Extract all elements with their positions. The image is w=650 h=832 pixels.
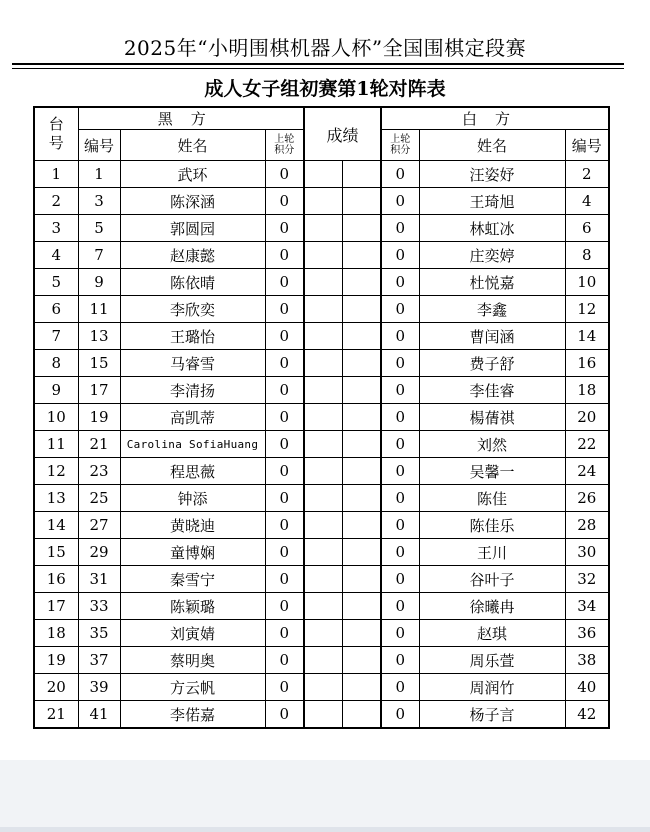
header-divider-thick bbox=[12, 63, 624, 65]
black-prev-points: 0 bbox=[265, 485, 304, 512]
black-name: 蔡明奥 bbox=[120, 647, 265, 674]
white-result bbox=[342, 566, 381, 593]
black-name: 郭圆园 bbox=[120, 215, 265, 242]
black-result bbox=[304, 512, 342, 539]
white-prev-points: 0 bbox=[381, 377, 419, 404]
black-number: 37 bbox=[78, 647, 120, 674]
white-prev-points: 0 bbox=[381, 512, 419, 539]
table-row bbox=[34, 593, 609, 620]
table-row bbox=[34, 350, 609, 377]
header-white-name: 姓名 bbox=[419, 130, 565, 161]
black-result bbox=[304, 404, 342, 431]
table-number: 2 bbox=[34, 188, 78, 215]
table-number: 3 bbox=[34, 215, 78, 242]
black-result bbox=[304, 242, 342, 269]
white-result bbox=[342, 377, 381, 404]
table-row bbox=[34, 620, 609, 647]
table-number: 16 bbox=[34, 566, 78, 593]
white-name: 赵琪 bbox=[419, 620, 565, 647]
white-number: 22 bbox=[565, 431, 609, 458]
white-name: 费子舒 bbox=[419, 350, 565, 377]
table-row bbox=[34, 647, 609, 674]
white-number: 36 bbox=[565, 620, 609, 647]
table-row bbox=[34, 566, 609, 593]
white-result bbox=[342, 269, 381, 296]
black-number: 19 bbox=[78, 404, 120, 431]
black-name: 陈深涵 bbox=[120, 188, 265, 215]
white-prev-points: 0 bbox=[381, 593, 419, 620]
table-number: 7 bbox=[34, 323, 78, 350]
black-number: 9 bbox=[78, 269, 120, 296]
white-result bbox=[342, 323, 381, 350]
table-row bbox=[34, 404, 609, 431]
black-number: 23 bbox=[78, 458, 120, 485]
table-row bbox=[34, 323, 609, 350]
tournament-title: 2025年“小明围棋机器人杯”全国围棋定段赛 bbox=[123, 36, 527, 60]
white-name: 周润竹 bbox=[419, 674, 565, 701]
white-result bbox=[342, 431, 381, 458]
black-name: 陈颖璐 bbox=[120, 593, 265, 620]
white-name: 刘然 bbox=[419, 431, 565, 458]
header-black-number: 编号 bbox=[78, 130, 120, 161]
black-number: 13 bbox=[78, 323, 120, 350]
black-name: 黄晓迪 bbox=[120, 512, 265, 539]
black-name: 童博娴 bbox=[120, 539, 265, 566]
table-number: 17 bbox=[34, 593, 78, 620]
header-white-number: 编号 bbox=[565, 130, 609, 161]
table-row bbox=[34, 512, 609, 539]
header-table-no bbox=[34, 107, 78, 161]
white-prev-points: 0 bbox=[381, 323, 419, 350]
white-result bbox=[342, 458, 381, 485]
table-row bbox=[34, 431, 609, 458]
black-prev-points: 0 bbox=[265, 269, 304, 296]
white-prev-points: 0 bbox=[381, 431, 419, 458]
white-name: 谷叶子 bbox=[419, 566, 565, 593]
table-number: 20 bbox=[34, 674, 78, 701]
white-prev-points: 0 bbox=[381, 485, 419, 512]
black-prev-points: 0 bbox=[265, 323, 304, 350]
white-prev-points: 0 bbox=[381, 242, 419, 269]
black-prev-points: 0 bbox=[265, 296, 304, 323]
white-prev-points: 0 bbox=[381, 647, 419, 674]
black-number: 33 bbox=[78, 593, 120, 620]
white-prev-points: 0 bbox=[381, 215, 419, 242]
table-number: 5 bbox=[34, 269, 78, 296]
black-number: 3 bbox=[78, 188, 120, 215]
table-number: 8 bbox=[34, 350, 78, 377]
white-number: 20 bbox=[565, 404, 609, 431]
table-number: 18 bbox=[34, 620, 78, 647]
black-result bbox=[304, 593, 342, 620]
black-name: 李欣奕 bbox=[120, 296, 265, 323]
white-number: 12 bbox=[565, 296, 609, 323]
black-prev-points: 0 bbox=[265, 674, 304, 701]
white-number: 38 bbox=[565, 647, 609, 674]
black-prev-points: 0 bbox=[265, 539, 304, 566]
header-result: 成绩 bbox=[304, 107, 381, 161]
black-result bbox=[304, 485, 342, 512]
table-row bbox=[34, 674, 609, 701]
black-result bbox=[304, 458, 342, 485]
white-result bbox=[342, 539, 381, 566]
table-row bbox=[34, 188, 609, 215]
white-number: 14 bbox=[565, 323, 609, 350]
header-divider-thin bbox=[12, 68, 624, 69]
black-prev-points: 0 bbox=[265, 566, 304, 593]
black-number: 1 bbox=[78, 161, 120, 188]
black-number: 39 bbox=[78, 674, 120, 701]
black-result bbox=[304, 269, 342, 296]
white-result bbox=[342, 404, 381, 431]
white-prev-points: 0 bbox=[381, 458, 419, 485]
white-number: 26 bbox=[565, 485, 609, 512]
black-name: 赵康懿 bbox=[120, 242, 265, 269]
white-result bbox=[342, 350, 381, 377]
table-number: 21 bbox=[34, 701, 78, 729]
white-name: 陈佳乐 bbox=[419, 512, 565, 539]
black-prev-points: 0 bbox=[265, 431, 304, 458]
black-number: 21 bbox=[78, 431, 120, 458]
white-result bbox=[342, 188, 381, 215]
white-prev-points: 0 bbox=[381, 566, 419, 593]
white-result bbox=[342, 674, 381, 701]
black-prev-points: 0 bbox=[265, 701, 304, 729]
black-prev-points: 0 bbox=[265, 188, 304, 215]
black-number: 35 bbox=[78, 620, 120, 647]
white-name: 王川 bbox=[419, 539, 565, 566]
black-prev-points: 0 bbox=[265, 620, 304, 647]
black-number: 15 bbox=[78, 350, 120, 377]
black-result bbox=[304, 566, 342, 593]
table-row bbox=[34, 296, 609, 323]
white-name: 汪姿妤 bbox=[419, 161, 565, 188]
white-name: 陈佳 bbox=[419, 485, 565, 512]
white-number: 6 bbox=[565, 215, 609, 242]
black-name: 陈依晴 bbox=[120, 269, 265, 296]
black-name: 王璐怡 bbox=[120, 323, 265, 350]
white-number: 24 bbox=[565, 458, 609, 485]
white-result bbox=[342, 593, 381, 620]
white-name: 杨子言 bbox=[419, 701, 565, 729]
black-number: 41 bbox=[78, 701, 120, 729]
table-row bbox=[34, 269, 609, 296]
white-prev-points: 0 bbox=[381, 269, 419, 296]
black-result bbox=[304, 323, 342, 350]
table-row bbox=[34, 242, 609, 269]
black-prev-points: 0 bbox=[265, 404, 304, 431]
white-result bbox=[342, 215, 381, 242]
white-number: 18 bbox=[565, 377, 609, 404]
white-name: 周乐萱 bbox=[419, 647, 565, 674]
white-number: 30 bbox=[565, 539, 609, 566]
table-number: 11 bbox=[34, 431, 78, 458]
black-name: 方云帆 bbox=[120, 674, 265, 701]
black-result bbox=[304, 701, 342, 729]
white-number: 16 bbox=[565, 350, 609, 377]
white-number: 34 bbox=[565, 593, 609, 620]
white-number: 10 bbox=[565, 269, 609, 296]
table-number: 12 bbox=[34, 458, 78, 485]
table-row bbox=[34, 377, 609, 404]
white-name: 李鑫 bbox=[419, 296, 565, 323]
white-name: 李佳睿 bbox=[419, 377, 565, 404]
header-white-prev-points: 上轮 积分 bbox=[381, 130, 419, 161]
white-result bbox=[342, 620, 381, 647]
white-name: 王琦旭 bbox=[419, 188, 565, 215]
white-result bbox=[342, 296, 381, 323]
black-prev-points: 0 bbox=[265, 350, 304, 377]
table-number: 19 bbox=[34, 647, 78, 674]
white-prev-points: 0 bbox=[381, 620, 419, 647]
black-result bbox=[304, 647, 342, 674]
white-prev-points: 0 bbox=[381, 404, 419, 431]
white-name: 吴馨一 bbox=[419, 458, 565, 485]
table-row bbox=[34, 458, 609, 485]
white-number: 40 bbox=[565, 674, 609, 701]
black-number: 29 bbox=[78, 539, 120, 566]
white-number: 42 bbox=[565, 701, 609, 729]
white-name: 林虹冰 bbox=[419, 215, 565, 242]
header-black-prev-points: 上轮 积分 bbox=[265, 130, 304, 161]
black-name: 李偌嘉 bbox=[120, 701, 265, 729]
window-bottom-edge bbox=[0, 827, 650, 832]
black-result bbox=[304, 377, 342, 404]
black-number: 5 bbox=[78, 215, 120, 242]
white-prev-points: 0 bbox=[381, 161, 419, 188]
black-result bbox=[304, 161, 342, 188]
white-number: 32 bbox=[565, 566, 609, 593]
table-number: 9 bbox=[34, 377, 78, 404]
black-number: 25 bbox=[78, 485, 120, 512]
black-number: 7 bbox=[78, 242, 120, 269]
black-prev-points: 0 bbox=[265, 161, 304, 188]
black-result bbox=[304, 296, 342, 323]
table-row bbox=[34, 215, 609, 242]
header-row-group bbox=[34, 107, 609, 130]
round-title: 成人女子组初赛第1轮对阵表 bbox=[204, 78, 446, 100]
white-result bbox=[342, 161, 381, 188]
white-number: 28 bbox=[565, 512, 609, 539]
black-name: 高凯蒂 bbox=[120, 404, 265, 431]
black-name: 钟添 bbox=[120, 485, 265, 512]
table-no-label: 台 号 bbox=[48, 115, 64, 152]
black-name: 刘寅婧 bbox=[120, 620, 265, 647]
header-black-side: 黑方 bbox=[78, 107, 304, 130]
page-background bbox=[0, 760, 650, 832]
black-number: 17 bbox=[78, 377, 120, 404]
white-name: 庄奕婷 bbox=[419, 242, 565, 269]
white-result bbox=[342, 485, 381, 512]
black-prev-points: 0 bbox=[265, 377, 304, 404]
black-result bbox=[304, 350, 342, 377]
table-row bbox=[34, 701, 609, 729]
black-result bbox=[304, 674, 342, 701]
table-number: 6 bbox=[34, 296, 78, 323]
black-name: 李清扬 bbox=[120, 377, 265, 404]
header-white-side: 白方 bbox=[381, 107, 609, 130]
white-name: 徐曦冉 bbox=[419, 593, 565, 620]
white-prev-points: 0 bbox=[381, 350, 419, 377]
table-row bbox=[34, 161, 609, 188]
black-prev-points: 0 bbox=[265, 458, 304, 485]
white-result bbox=[342, 701, 381, 729]
black-prev-points: 0 bbox=[265, 647, 304, 674]
black-prev-points: 0 bbox=[265, 242, 304, 269]
table-number: 1 bbox=[34, 161, 78, 188]
table-row bbox=[34, 539, 609, 566]
table-number: 14 bbox=[34, 512, 78, 539]
black-name: 马睿雪 bbox=[120, 350, 265, 377]
black-number: 31 bbox=[78, 566, 120, 593]
white-result bbox=[342, 242, 381, 269]
table-row bbox=[34, 485, 609, 512]
table-number: 15 bbox=[34, 539, 78, 566]
black-number: 11 bbox=[78, 296, 120, 323]
header-black-name: 姓名 bbox=[120, 130, 265, 161]
white-number: 8 bbox=[565, 242, 609, 269]
black-number: 27 bbox=[78, 512, 120, 539]
white-prev-points: 0 bbox=[381, 296, 419, 323]
pairing-table bbox=[33, 106, 610, 729]
black-prev-points: 0 bbox=[265, 593, 304, 620]
black-result bbox=[304, 215, 342, 242]
pairing-rows bbox=[34, 161, 609, 729]
white-prev-points: 0 bbox=[381, 674, 419, 701]
white-result bbox=[342, 647, 381, 674]
white-name: 楊蒨祺 bbox=[419, 404, 565, 431]
black-prev-points: 0 bbox=[265, 512, 304, 539]
table-number: 13 bbox=[34, 485, 78, 512]
black-name: 秦雪宁 bbox=[120, 566, 265, 593]
black-result bbox=[304, 188, 342, 215]
black-prev-points: 0 bbox=[265, 215, 304, 242]
white-number: 2 bbox=[565, 161, 609, 188]
table-number: 10 bbox=[34, 404, 78, 431]
black-name: Carolina SofiaHuang bbox=[120, 431, 265, 458]
black-name: 武环 bbox=[120, 161, 265, 188]
black-result bbox=[304, 431, 342, 458]
table-number: 4 bbox=[34, 242, 78, 269]
white-number: 4 bbox=[565, 188, 609, 215]
white-prev-points: 0 bbox=[381, 701, 419, 729]
black-result bbox=[304, 620, 342, 647]
white-prev-points: 0 bbox=[381, 188, 419, 215]
black-name: 程思薇 bbox=[120, 458, 265, 485]
white-result bbox=[342, 512, 381, 539]
white-prev-points: 0 bbox=[381, 539, 419, 566]
white-name: 曹闰涵 bbox=[419, 323, 565, 350]
black-result bbox=[304, 539, 342, 566]
white-name: 杜悦嘉 bbox=[419, 269, 565, 296]
